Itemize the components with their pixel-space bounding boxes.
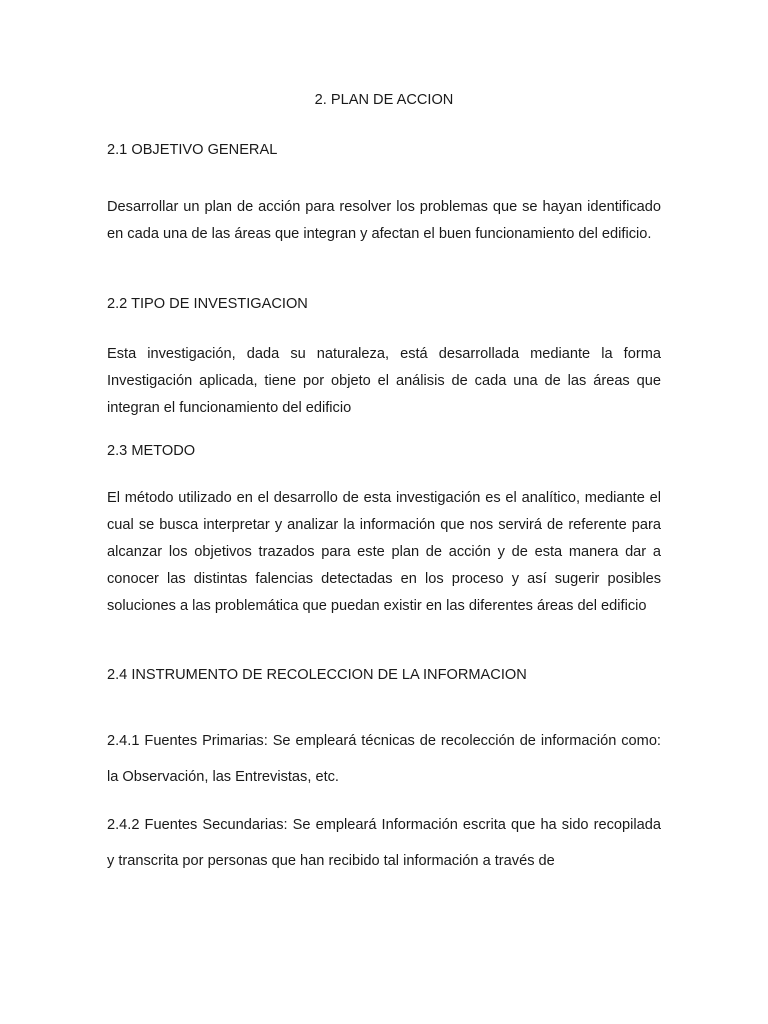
- paragraph-fuentes-secundarias: 2.4.2 Fuentes Secundarias: Se empleará Información escrita que ha sido recopilada y transcrita por personas que han recibido tal información a través de: [107, 817, 661, 869]
- page-title: 2. PLAN DE ACCION: [314, 92, 454, 108]
- section-heading-objetivo: 2.1 OBJETIVO GENERAL: [107, 142, 278, 158]
- paragraph-objetivo: Desarrollar un plan de acción para resolver los problemas que se hayan identificado en cada una de las áreas que integran y afectan el buen funcionamiento del edificio.: [107, 199, 661, 242]
- paragraph-fuentes-primarias: 2.4.1 Fuentes Primarias: Se empleará técnicas de recolección de información como: la Observación, las Entrevistas, etc.: [107, 733, 661, 785]
- section-heading-tipo: 2.2 TIPO DE INVESTIGACION: [107, 296, 308, 312]
- section-heading-instrumento: 2.4 INSTRUMENTO DE RECOLECCION DE LA INFORMACION: [107, 667, 527, 683]
- paragraph-tipo: Esta investigación, dada su naturaleza, está desarrollada mediante la forma Investigación aplicada, tiene por objeto el análisis de cada una de las áreas que integran el funcionamiento del edificio: [107, 346, 661, 416]
- paragraph-metodo: El método utilizado en el desarrollo de esta investigación es el analítico, mediante el cual se busca interpretar y analizar la información que nos servirá de referente para alcanzar los objetivos trazados para este plan de acción y de esta manera dar a conocer las distintas falencias detectadas en los proceso y así sugerir posibles soluciones a las problemática que puedan existir en las diferentes áreas del edificio: [107, 490, 661, 614]
- section-heading-metodo: 2.3 METODO: [107, 443, 196, 459]
